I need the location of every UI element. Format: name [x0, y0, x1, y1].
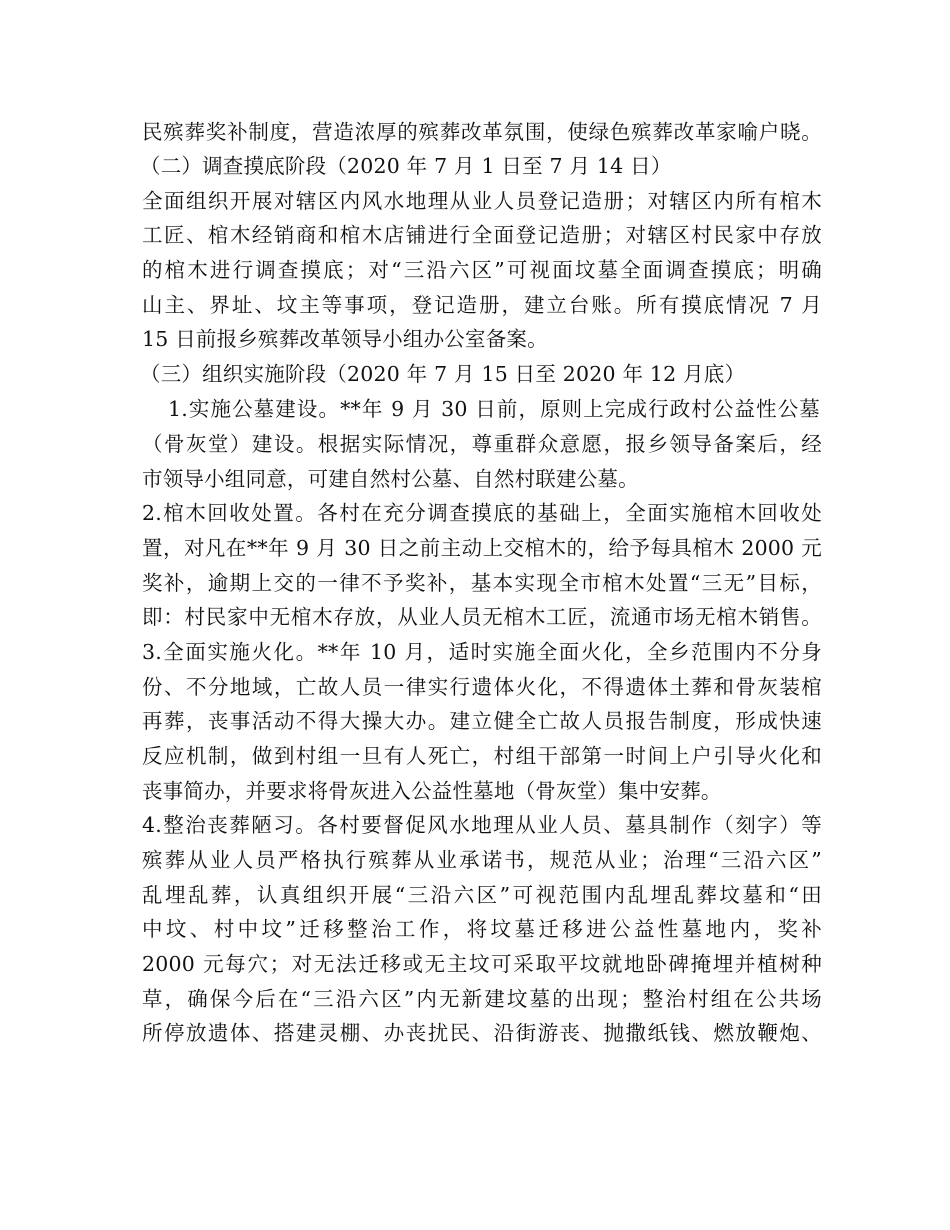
numbered-item-line: 3.全面实施火化。**年 10 月，适时实施全面火化，全乡范围内不分身 [142, 640, 822, 664]
numbered-item-line: 1.实施公墓建设。**年 9 月 30 日前，原则上完成行政村公益性公墓 [168, 397, 820, 421]
paragraph-line: 中坟、村中坟”迁移整治工作，将坟墓迁移进公益性墓地内，奖补 [142, 917, 822, 941]
section-heading: （二）调查摸底阶段（2020 年 7 月 1 日至 7 月 14 日） [140, 154, 672, 178]
paragraph-line: （骨灰堂）建设。根据实际情况，尊重群众意愿，报乡领导备案后，经 [142, 432, 822, 456]
paragraph-line: 丧事简办，并要求将骨灰进入公益性墓地（骨灰堂）集中安葬。 [142, 779, 722, 803]
paragraph-line: 置，对凡在**年 9 月 30 日之前主动上交棺木的，给予每具棺木 2000 元 [142, 536, 822, 560]
paragraph-line: 2000 元每穴；对无法迁移或无主坟可采取平坟就地卧碑掩埋并植树种 [142, 952, 822, 976]
paragraph-line: 份、不分地域，亡故人员一律实行遗体火化，不得遗体土葬和骨灰装棺 [142, 675, 822, 699]
paragraph-line: 工匠、棺木经销商和棺木店铺进行全面登记造册；对辖区村民家中存放 [142, 223, 822, 247]
section-heading: （三）组织实施阶段（2020 年 7 月 15 日至 2020 年 12 月底） [140, 362, 746, 386]
paragraph-line: 草，确保今后在“三沿六区”内无新建坟墓的出现；整治村组在公共场 [142, 987, 822, 1011]
paragraph-line: 山主、界址、坟主等事项，登记造册，建立台账。所有摸底情况 7 月 [142, 293, 822, 317]
paragraph-line: 所停放遗体、搭建灵棚、办丧扰民、沿街游丧、抛撒纸钱、燃放鞭炮、 [142, 1021, 822, 1045]
paragraph-line: 全面组织开展对辖区内风水地理从业人员登记造册；对辖区内所有棺木 [142, 189, 822, 213]
paragraph-line: 乱埋乱葬，认真组织开展“三沿六区”可视范围内乱埋乱葬坟墓和“田 [142, 883, 822, 907]
numbered-item-line: 2.棺木回收处置。各村在充分调查摸底的基础上，全面实施棺木回收处 [142, 501, 822, 525]
paragraph-line: 奖补，逾期上交的一律不予奖补，基本实现全市棺木处置“三无”目标， [142, 571, 822, 595]
paragraph-line: 反应机制，做到村组一旦有人死亡，村组干部第一时间上户引导火化和 [142, 744, 822, 768]
paragraph-line: 即：村民家中无棺木存放，从业人员无棺木工匠，流通市场无棺木销售。 [142, 605, 822, 629]
paragraph-line: 殡葬从业人员严格执行殡葬从业承诺书，规范从业；治理“三沿六区” [142, 848, 822, 872]
paragraph-line: 民殡葬奖补制度，营造浓厚的殡葬改革氛围，使绿色殡葬改革家喻户晓。 [142, 120, 822, 144]
paragraph-line: 15 日前报乡殡葬改革领导小组办公室备案。 [142, 327, 548, 351]
paragraph-line: 再葬，丧事活动不得大操大办。建立健全亡故人员报告制度，形成快速 [142, 709, 822, 733]
paragraph-line: 市领导小组同意，可建自然村公墓、自然村联建公墓。 [142, 467, 639, 491]
numbered-item-line: 4.整治丧葬陋习。各村要督促风水地理从业人员、墓具制作（刻字）等 [142, 813, 822, 837]
paragraph-line: 的棺木进行调查摸底；对“三沿六区”可视面坟墓全面调查摸底；明确 [142, 258, 822, 282]
